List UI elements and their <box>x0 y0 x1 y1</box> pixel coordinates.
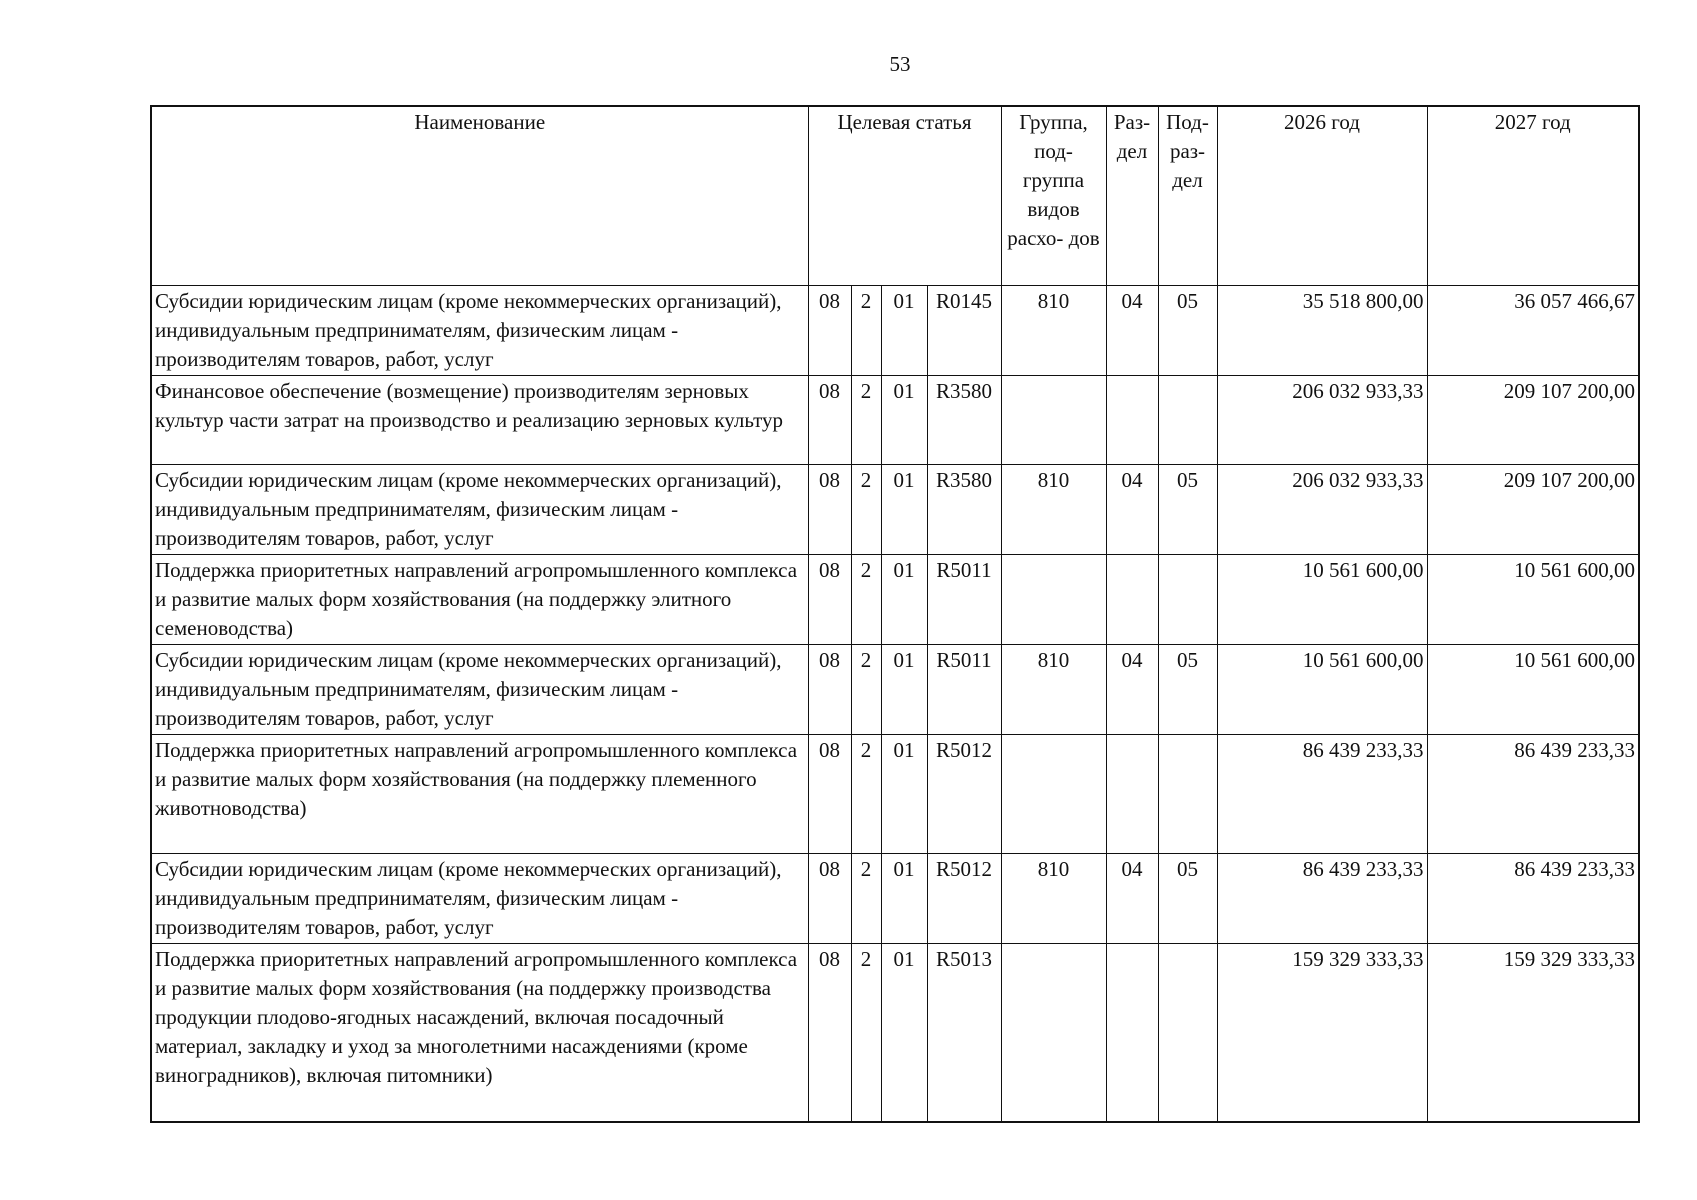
row-code-main-event: 01 <box>881 644 927 734</box>
row-amount-2027: 86 439 233,33 <box>1427 734 1639 853</box>
header-year-2027: 2027 год <box>1427 106 1639 285</box>
row-expense-group <box>1001 943 1106 1122</box>
row-section: 04 <box>1106 285 1158 375</box>
row-amount-2027: 10 561 600,00 <box>1427 644 1639 734</box>
table-row <box>151 853 1639 943</box>
row-section <box>1106 734 1158 853</box>
row-expense-group: 810 <box>1001 853 1106 943</box>
row-code-program: 08 <box>808 943 851 1122</box>
row-code-main-event: 01 <box>881 853 927 943</box>
row-expense-group <box>1001 734 1106 853</box>
row-code-main-event: 01 <box>881 943 927 1122</box>
row-section <box>1106 554 1158 644</box>
row-code-subprogram: 2 <box>851 554 881 644</box>
header-subsection: Под- раз- дел <box>1158 106 1217 285</box>
row-subsection: 05 <box>1158 853 1217 943</box>
table-row <box>151 285 1639 375</box>
row-section: 04 <box>1106 464 1158 554</box>
row-code-direction: R5012 <box>927 853 1001 943</box>
row-code-direction: R5012 <box>927 734 1001 853</box>
row-code-main-event: 01 <box>881 554 927 644</box>
row-subsection: 05 <box>1158 644 1217 734</box>
row-subsection <box>1158 734 1217 853</box>
row-subsection <box>1158 943 1217 1122</box>
row-code-subprogram: 2 <box>851 285 881 375</box>
row-code-subprogram: 2 <box>851 734 881 853</box>
row-code-program: 08 <box>808 853 851 943</box>
row-code-direction: R5013 <box>927 943 1001 1122</box>
row-expense-group <box>1001 375 1106 464</box>
table-row <box>151 554 1639 644</box>
header-year-2026: 2026 год <box>1217 106 1427 285</box>
row-section <box>1106 375 1158 464</box>
row-amount-2026: 86 439 233,33 <box>1217 853 1427 943</box>
row-section <box>1106 943 1158 1122</box>
row-code-subprogram: 2 <box>851 375 881 464</box>
row-expense-group <box>1001 554 1106 644</box>
row-subsection: 05 <box>1158 285 1217 375</box>
page-number: 53 <box>889 52 911 76</box>
row-amount-2027: 86 439 233,33 <box>1427 853 1639 943</box>
row-code-main-event: 01 <box>881 464 927 554</box>
budget-table <box>150 105 1640 1123</box>
row-code-program: 08 <box>808 375 851 464</box>
row-subsection: 05 <box>1158 464 1217 554</box>
table-row <box>151 644 1639 734</box>
row-code-program: 08 <box>808 285 851 375</box>
row-code-direction: R5011 <box>927 644 1001 734</box>
row-expense-group: 810 <box>1001 464 1106 554</box>
table-row <box>151 464 1639 554</box>
row-code-subprogram: 2 <box>851 464 881 554</box>
row-code-program: 08 <box>808 464 851 554</box>
row-code-subprogram: 2 <box>851 943 881 1122</box>
row-amount-2026: 10 561 600,00 <box>1217 644 1427 734</box>
row-code-direction: R5011 <box>927 554 1001 644</box>
table-row <box>151 734 1639 853</box>
row-subsection <box>1158 375 1217 464</box>
row-amount-2026: 206 032 933,33 <box>1217 375 1427 464</box>
header-expense-group: Группа, под- группа видов расхо- дов <box>1001 106 1106 285</box>
row-code-direction: R3580 <box>927 464 1001 554</box>
row-code-subprogram: 2 <box>851 853 881 943</box>
row-name: Субсидии юридическим лицам (кроме некоммерческих организаций), индивидуальным предпринимателям, физическим лицам - производителям товаров, работ, услуг <box>151 853 808 943</box>
row-section: 04 <box>1106 853 1158 943</box>
row-code-direction: R0145 <box>927 285 1001 375</box>
row-amount-2026: 206 032 933,33 <box>1217 464 1427 554</box>
header-target-article: Целевая статья <box>808 106 1001 285</box>
row-code-program: 08 <box>808 644 851 734</box>
row-name: Поддержка приоритетных направлений агропромышленного комплекса и развитие малых форм хозяйствования (на поддержку производства продукции плодово-ягодных насаждений, включая посадочный материал, закладку и уход за многолетними насаждениями (кроме виноградников), включая питомники) <box>151 943 808 1122</box>
row-code-program: 08 <box>808 734 851 853</box>
header-name: Наименование <box>151 106 808 285</box>
row-code-main-event: 01 <box>881 285 927 375</box>
row-amount-2026: 86 439 233,33 <box>1217 734 1427 853</box>
row-expense-group: 810 <box>1001 644 1106 734</box>
row-code-main-event: 01 <box>881 375 927 464</box>
header-section: Раз- дел <box>1106 106 1158 285</box>
table-row <box>151 375 1639 464</box>
row-name: Субсидии юридическим лицам (кроме некоммерческих организаций), индивидуальным предпринимателям, физическим лицам - производителям товаров, работ, услуг <box>151 464 808 554</box>
table-header-row <box>151 106 1639 285</box>
row-amount-2026: 159 329 333,33 <box>1217 943 1427 1122</box>
row-name: Поддержка приоритетных направлений агропромышленного комплекса и развитие малых форм хозяйствования (на поддержку племенного животноводства) <box>151 734 808 853</box>
row-subsection <box>1158 554 1217 644</box>
row-amount-2027: 36 057 466,67 <box>1427 285 1639 375</box>
row-name: Поддержка приоритетных направлений агропромышленного комплекса и развитие малых форм хозяйствования (на поддержку элитного семеноводства) <box>151 554 808 644</box>
row-section: 04 <box>1106 644 1158 734</box>
row-amount-2026: 10 561 600,00 <box>1217 554 1427 644</box>
row-name: Субсидии юридическим лицам (кроме некоммерческих организаций), индивидуальным предпринимателям, физическим лицам - производителям товаров, работ, услуг <box>151 285 808 375</box>
row-code-main-event: 01 <box>881 734 927 853</box>
row-amount-2027: 10 561 600,00 <box>1427 554 1639 644</box>
row-code-direction: R3580 <box>927 375 1001 464</box>
row-code-subprogram: 2 <box>851 644 881 734</box>
row-amount-2027: 209 107 200,00 <box>1427 375 1639 464</box>
row-amount-2026: 35 518 800,00 <box>1217 285 1427 375</box>
row-name: Субсидии юридическим лицам (кроме некоммерческих организаций), индивидуальным предпринимателям, физическим лицам - производителям товаров, работ, услуг <box>151 644 808 734</box>
row-amount-2027: 209 107 200,00 <box>1427 464 1639 554</box>
row-name: Финансовое обеспечение (возмещение) производителям зерновых культур части затрат на производство и реализацию зерновых культур <box>151 375 808 464</box>
table-row <box>151 943 1639 1122</box>
row-code-program: 08 <box>808 554 851 644</box>
row-expense-group: 810 <box>1001 285 1106 375</box>
row-amount-2027: 159 329 333,33 <box>1427 943 1639 1122</box>
